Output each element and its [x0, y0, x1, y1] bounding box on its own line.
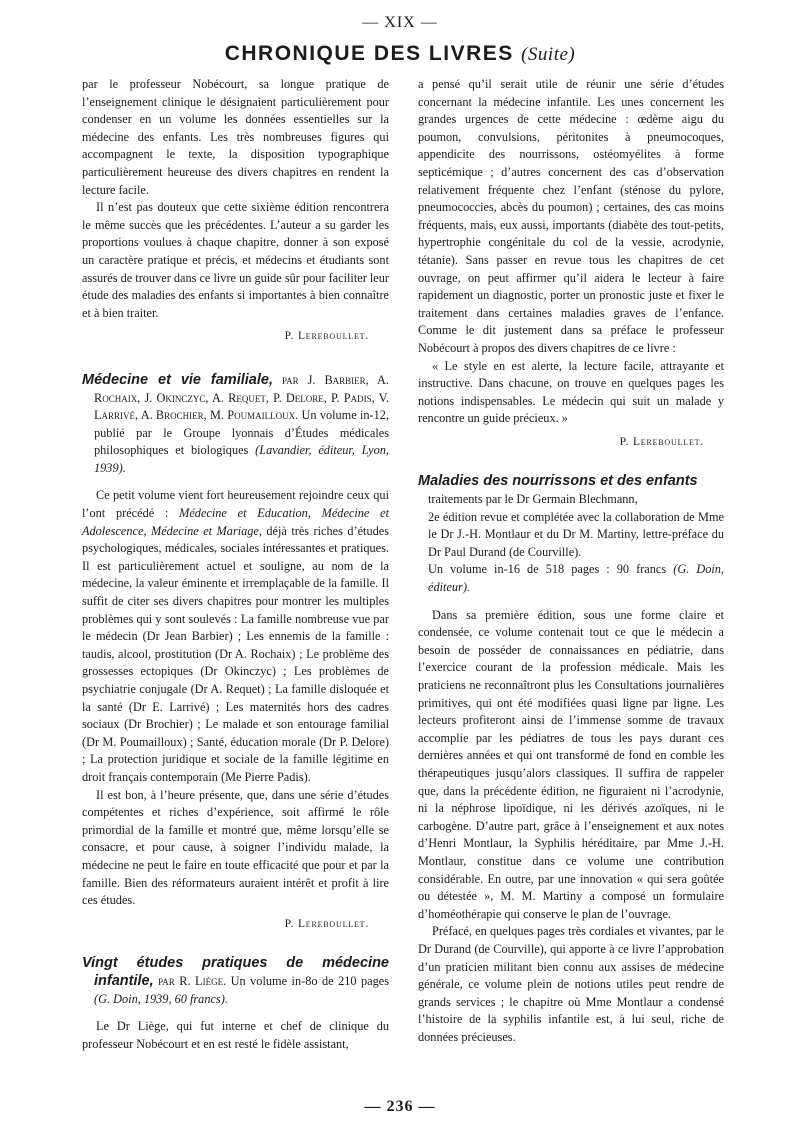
- review-title: Maladies des nourrissons et des enfants: [418, 473, 698, 490]
- review-details: Un volume in-16 de 518 pages : 90 francs (G. Doin, éditeur).: [428, 562, 724, 595]
- review-publisher: (Lavandier, éditeur, Lyon, 1939).: [94, 443, 389, 475]
- review-citation: [82, 372, 389, 478]
- paragraph: Le Dr Liège, qui fut interne et chef de clinique du professeur Nobécourt et en est resté le fidèle assistant,: [82, 1019, 389, 1051]
- review-publisher: (G. Doin, éditeur).: [428, 562, 724, 595]
- review-title: Médecine et vie familiale,: [82, 371, 273, 388]
- page-title-suffix: (Suite): [521, 44, 576, 65]
- left-column: [82, 76, 389, 1053]
- review-authors: par J. Barbier, A. Rochaix, J. Okinczyc, A. Requet, P. Delore, P. Padis, V. Larrivé, A. Brochier, M. Poumailloux.: [94, 372, 389, 423]
- review-heading: [82, 372, 389, 478]
- paragraph: par le professeur Nobécourt, sa longue pratique de l’enseignement clinique le désignaient particulièrement pour condenser en un volume les données essentielles sur la médecine des enfants. Les très nombreuses figures qui accompagnent le texte, la disposition typographique particulièrement heureuse des divers chapitres en rendent la lecture facile.: [82, 77, 389, 197]
- review-publisher: (G. Doin, 1939, 60 francs).: [94, 991, 228, 1006]
- review-citation: [428, 491, 724, 597]
- review-heading: [418, 473, 724, 596]
- review-details: Un volume in-8o de 210 pages: [230, 973, 390, 988]
- signature: P. Lereboullet.: [284, 917, 369, 930]
- paragraph: Il est bon, à l’heure présente, que, dans une série d’études compétentes et riches d’expérience, soit affirmé le rôle primordial de la famille et montré que, même lorsqu’elle se consacre, et pour cause, à soigner l’individu malade, la médecine ne peut le faire en toute efficacité que pour et par la famille. Bien des réformateurs auraient intérêt et profit à lire ces études.: [82, 787, 389, 908]
- review-edition: 2e édition revue et complétée avec la collaboration de Mme le Dr J.-H. Montlaur et du Dr M. Martiny, lettre-préface du Dr Paul Durand (de Courville).: [428, 509, 724, 559]
- review-heading: [82, 955, 389, 1008]
- page-title: [0, 42, 800, 66]
- page-title-main: CHRONIQUE DES LIVRES: [224, 42, 514, 65]
- signature: P. Lereboullet.: [284, 330, 369, 343]
- page-number: — 236 —: [364, 1098, 436, 1115]
- paragraph: Ce petit volume vient fort heureusement rejoindre ceux qui l’ont précédé : Médecine et Education, Médecine et Adolescence, Médecine et Mariage, déjà très riches d’études psychologiques, médicales, sociales intéressantes et pratiques. Il est particulièrement actuel et souligne, au nom de la médecine, la valeur éminente et irremplaçable de la famille. Il suffit de citer ses divers chapitres pour montrer les multiples problèmes qui y sont soulevés : La famille nombreuse vue par le médecin (Dr Jean Barbier) ; Les ennemis de la famille : taudis, alcool, prostitution (Dr A. Rochaix) ; Le problème des grossesses ectopiques (Dr Okinczyc) ; Les problèmes de psychiatrie conjugale (Dr A. Requet) ; La famille disloquée et la santé (Dr E. Larrivé) ; Les maternités hors des cadres sociaux (Dr Brochier) ; Le malade et son entourage familial (Dr M. Poumailloux) ; Santé, éducation morale (Dr P. Delore) ; La protection juridique et sociale de la famille légitime en droit français contemporain (Me Pierre Padis).: [82, 488, 389, 784]
- paragraph: Dans sa première édition, sous une forme claire et condensée, ce volume contenait tout ce que le médecin a besoin de posséder de connaissances en pédiatrie, dans l’exercice courant de la profession médicale. Mais les praticiens ne reconnaîtront plus les Consultations journalières primitives, qui ont été modifiées quasi ligne par ligne. Les lecteurs profiteront ainsi de l’immense somme de travaux accomplie par les pédiatres de tous les pays durant ces dernières années et qui ont transformé de fond en comble les thérapeutiques jusqu’alors classiques. Il suffira de rappeler que, dans la précédente édition, ne figuraient ni l’acrodynie, ni la néphrose lipoïdique, ni les dérivés azoïques, ni le carbogène. D’autre part, grâce à l’enseignement et aux notes d’Henri Montlaur, la Syphilis héréditaire, par Mme J.-H. Montlaur, constitue dans ce volume une contribution considérable. En outre, par une innovation « qui sera goûtée ou détestée », M. M. Martiny a composé un formulaire d’homéothérapie qui conserve le plan de l’ouvrage.: [418, 607, 724, 921]
- paragraph: Il n’est pas douteux que cette sixième édition rencontrera le même succès que les précédentes. L’auteur a su garder les proportions voulues à chaque chapitre, donner à son exposé un caractère pratique et précis, et médecins et étudiants sont assurés de trouver dans ce livre un guide sûr pour faciliter leur étude des maladies des enfants si importantes à bien connaître et à bien traiter.: [82, 200, 389, 320]
- review-authors: par R. Liège.: [158, 973, 227, 988]
- review-citation: [82, 955, 389, 1008]
- paragraph: Préfacé, en quelques pages très cordiales et vivantes, par le Dr Durand (de Courville), qui apporte à ce livre l’approbation d’un praticien militant bien connu aux assises de médecine générale, ce volume plein de notions utiles peut rendre de grands services ; le chapitre où Mme Montlaur a condensé l’histoire de la syphilis infantile est, à lui seul, riche de données précieuses.: [418, 924, 724, 1044]
- paragraph: a pensé qu’il serait utile de réunir une série d’études concernant la médecine infantile. Les unes concernent les grandes urgences de cette médecine : œdème aigu du poumon, convulsions, péritonites à pneumocoques, appendicite des nourrissons, ostéomyélites à forme septicémique ; d’autres concernent des cas d’observation relativement fréquente chez l’enfant (sténose du pylore, pneumococcies, abcès du poumon) ; certaines, des cas moins fréquents, mais, eux aussi, importants (diabète des tout-petits, hypertrophie congénitale du col de la vessie, acrodynie, tétanie). Sans passer en revue tous les chapitres de cet ouvrage, on peut affirmer qu’il aidera le lecteur à faire rapidement un diagnostic, porter un pronostic juste et fixer le traitement dans certaines maladies graves de l’enfance. Comme le dit justement dans sa préface le professeur Nobécourt à propos des divers chapitres de ce livre :: [418, 77, 724, 355]
- quote-paragraph: « Le style en est alerte, la lecture facile, attrayante et instructive. Dans chacune, on trouve en quelques pages les notions indispensables. Le médecin qui suit un malade y rencontre un guide précieux. »: [418, 358, 724, 426]
- review-details: Un volume in-12, publié par le Groupe lyonnais d’Études médicales philosophiques et biologiques: [94, 408, 390, 458]
- review-authors: traitements par le Dr Germain Blechmann,: [428, 492, 638, 507]
- signature: P. Lereboullet.: [619, 435, 704, 448]
- review-title: Vingt études pratiques de médecine infantile,: [82, 955, 389, 989]
- right-column: [418, 76, 724, 1046]
- roman-page-number: — XIX —: [362, 14, 438, 31]
